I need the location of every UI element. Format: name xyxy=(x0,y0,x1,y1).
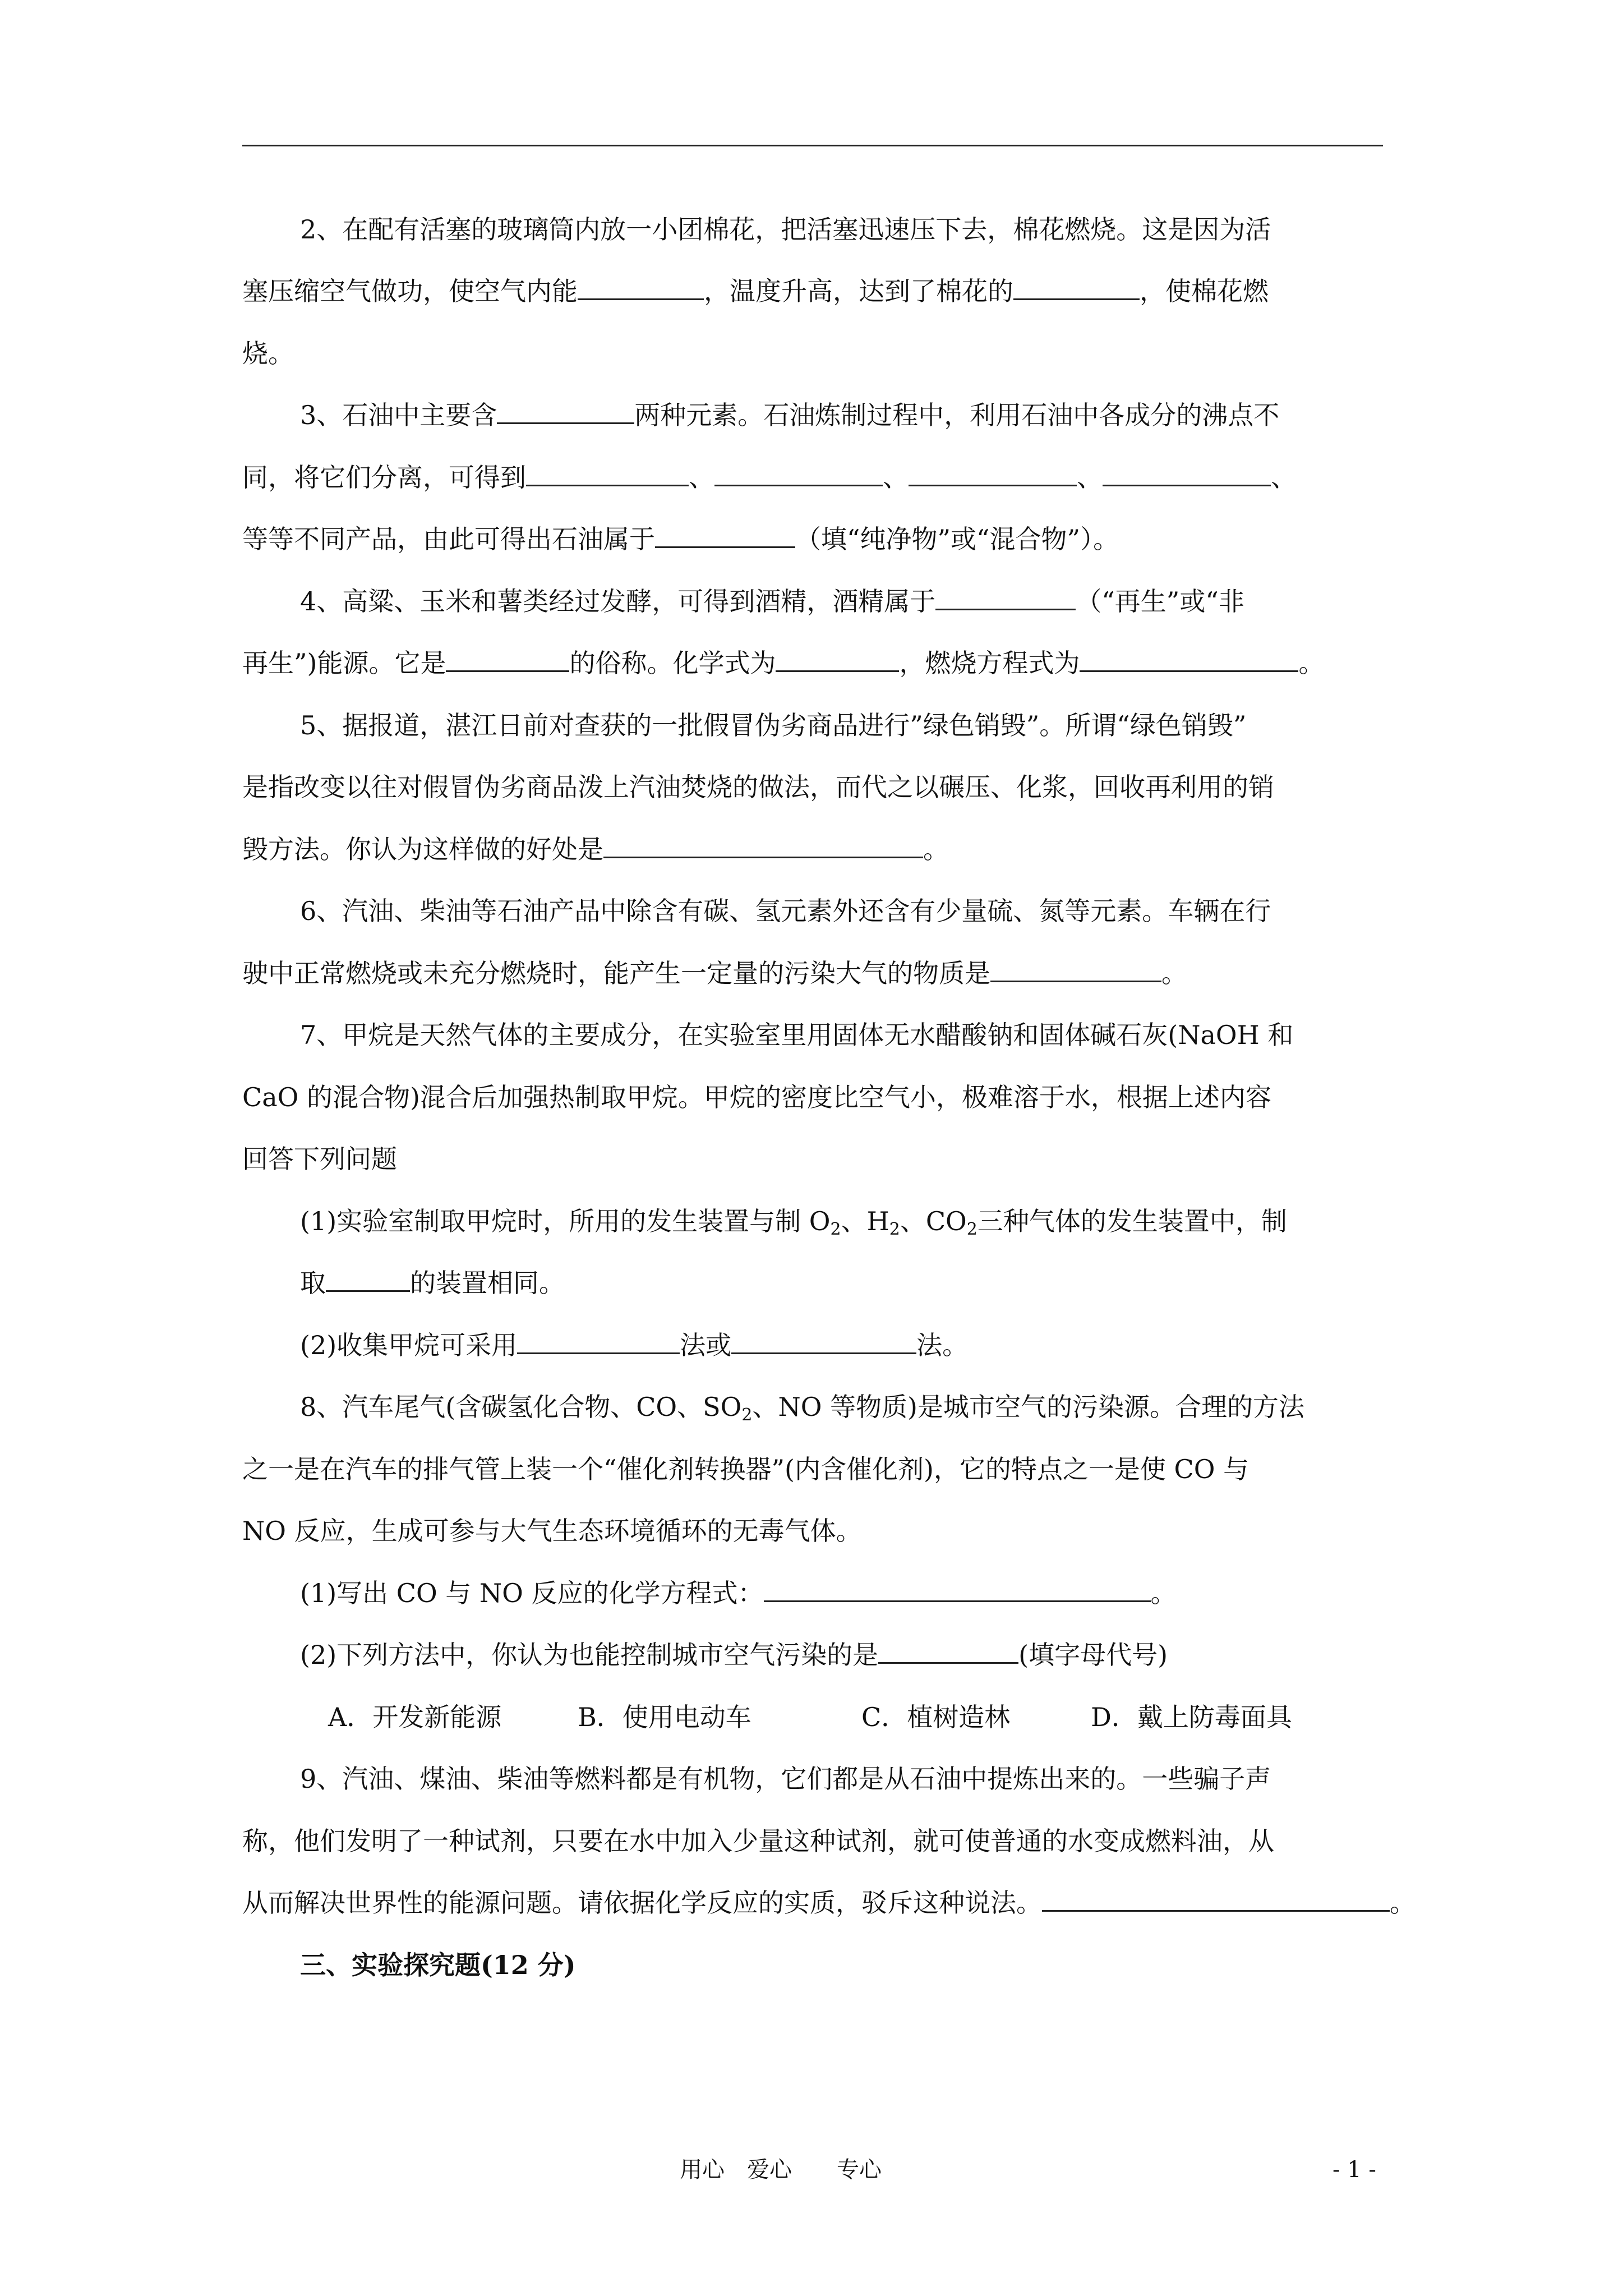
q4-line-2: 再生”)能源。它是 的俗称。化学式为 ，燃烧方程式为 。 xyxy=(242,648,1325,678)
q2-blank-1[interactable] xyxy=(578,276,704,300)
q9-blank-rebuttal[interactable] xyxy=(1042,1888,1390,1912)
q8-blank-equation[interactable] xyxy=(764,1578,1151,1602)
q8-option-c: C．植树造林 xyxy=(861,1702,1011,1732)
q7-line-1: 7、甲烷是天然气体的主要成分，在实验室里用固体无水醋酸钠和固体碱石灰(NaOH 和 xyxy=(300,1020,1294,1050)
q6-line-1: 6、汽油、柴油等石油产品中除含有碳、氢元素外还含有少量硫、氮等元素。车辆在行 xyxy=(300,896,1271,926)
q8-option-d: D．戴上防毒面具 xyxy=(1091,1702,1292,1732)
q9-line-1: 9、汽油、煤油、柴油等燃料都是有机物，它们都是从石油中提炼出来的。一些骗子声 xyxy=(300,1764,1271,1794)
q2-line-2: 塞压缩空气做功，使空气内能 ，温度升高，达到了棉花的 ，使棉花燃 xyxy=(242,276,1269,306)
q2-line-3: 烧。 xyxy=(242,338,294,369)
q5-line-3: 毁方法。你认为这样做的好处是 。 xyxy=(242,834,949,864)
q8-part-2: (2)下列方法中，你认为也能控制城市空气污染的是 (填字母代号) xyxy=(300,1640,1168,1670)
q8-option-a: A．开发新能源 xyxy=(328,1702,502,1732)
q8-option-b: B．使用电动车 xyxy=(578,1702,751,1732)
q3-line-3: 等等不同产品，由此可得出石油属于 （填“纯净物”或“混合物”）。 xyxy=(242,524,1119,554)
q6-line-2: 驶中正常燃烧或未充分燃烧时，能产生一定量的污染大气的物质是 。 xyxy=(242,958,1187,988)
q9-line-3: 从而解决世界性的能源问题。请依据化学反应的实质，驳斥这种说法。 。 xyxy=(242,1888,1415,1918)
q7-blank-method-2[interactable] xyxy=(731,1330,916,1354)
q3-line-2: 同，将它们分离，可得到 、 、 、 、 xyxy=(242,462,1297,493)
q9-line-2: 称，他们发明了一种试剂，只要在水中加入少量这种试剂，就可使普通的水变成燃料油，从 xyxy=(242,1826,1274,1856)
q3-blank-product-3[interactable] xyxy=(909,462,1077,486)
q7-part-1-line-2: 取 的装置相同。 xyxy=(300,1268,565,1298)
q2-blank-2[interactable] xyxy=(1013,276,1140,300)
q3-blank-product-2[interactable] xyxy=(714,462,883,486)
q5-line-1: 5、据报道，湛江日前对查获的一批假冒伪劣商品进行”绿色销毁”。所谓“绿色销毁” xyxy=(300,710,1247,740)
q4-blank-equation[interactable] xyxy=(1080,648,1298,672)
q3-blank-classification[interactable] xyxy=(655,524,795,548)
q3-blank-product-1[interactable] xyxy=(526,462,689,486)
section-3-heading: 三、实验探究题(12 分) xyxy=(300,1950,576,1980)
q3-blank-product-4[interactable] xyxy=(1103,462,1271,486)
q4-blank-formula[interactable] xyxy=(776,648,899,672)
q3-line-1: 3、石油中主要含 两种元素。石油炼制过程中，利用石油中各成分的沸点不 xyxy=(300,400,1280,430)
q8-line-1: 8、汽车尾气(含碳氢化合物、CO、$SO_2$、NO 等物质)是城市空气的污染源。合理的方法 xyxy=(300,1392,1304,1425)
q7-line-2: CaO 的混合物)混合后加强热制取甲烷。甲烷的密度比空气小，极难溶于水，根据上述内容 xyxy=(242,1082,1271,1112)
q7-part-1-line-1: (1)实验室制取甲烷时，所用的发生装置与制 $O_2$、$H_2$、$CO_2$三种气体的发生装置中，制 xyxy=(300,1206,1287,1239)
q4-blank-common-name[interactable] xyxy=(446,648,569,672)
q5-line-2: 是指改变以往对假冒伪劣商品泼上汽油焚烧的做法，而代之以碾压、化浆，回收再利用的销 xyxy=(242,772,1274,802)
q7-part-2: (2)收集甲烷可采用 法或 法。 xyxy=(300,1330,969,1360)
q8-part-1: (1)写出 CO 与 NO 反应的化学方程式： 。 xyxy=(300,1578,1177,1608)
q4-line-1: 4、高粱、玉米和薯类经过发酵，可得到酒精，酒精属于 （“再生”或“非 xyxy=(300,586,1244,616)
q5-blank-benefit[interactable] xyxy=(603,834,923,858)
q7-blank-method-1[interactable] xyxy=(517,1330,680,1354)
header-rule xyxy=(242,145,1383,146)
q6-blank-pollutants[interactable] xyxy=(990,958,1161,982)
page-number: - 1 - xyxy=(1332,2157,1376,2183)
q3-blank-elements[interactable] xyxy=(497,400,634,424)
q2-line-1: 2、在配有活塞的玻璃筒内放一小团棉花，把活塞迅速压下去，棉花燃烧。这是因为活 xyxy=(300,214,1271,245)
q4-blank-energy-type[interactable] xyxy=(935,586,1076,610)
footer-motto: 用心 爱心 专心 xyxy=(680,2157,882,2183)
q7-blank-gas[interactable] xyxy=(326,1268,410,1292)
q8-blank-answer[interactable] xyxy=(878,1640,1018,1664)
q8-line-2: 之一是在汽车的排气管上装一个“催化剂转换器”(内含催化剂)，它的特点之一是使 CO 与 xyxy=(242,1454,1249,1484)
q7-line-3: 回答下列问题 xyxy=(242,1144,397,1174)
q8-line-3: NO 反应，生成可参与大气生态环境循环的无毒气体。 xyxy=(242,1516,862,1546)
